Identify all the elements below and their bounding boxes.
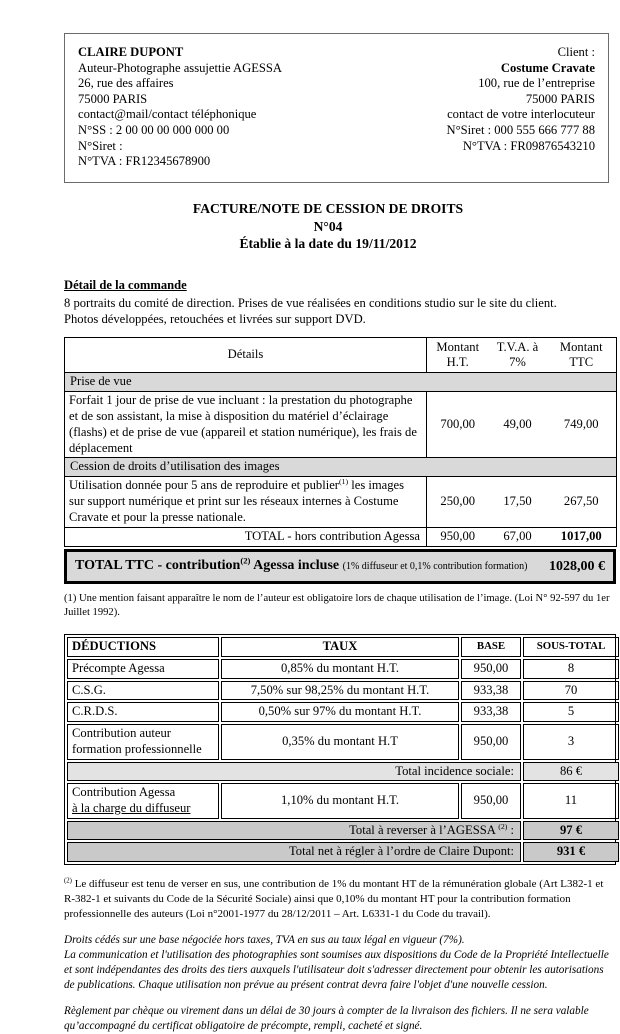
total-ttc-label-text: TOTAL TTC - contribution xyxy=(75,558,241,574)
deduction-label: C.R.D.S. xyxy=(67,702,219,722)
item-montant-ttc: 267,50 xyxy=(547,477,617,528)
agessa-total-row xyxy=(67,821,619,841)
item-description xyxy=(65,477,427,528)
deduction-label-line: à la charge du diffuseur xyxy=(72,801,191,816)
section-row-prise-de-vue xyxy=(65,372,617,391)
total-ttc-amount: 1028,00 € xyxy=(549,558,605,574)
header-sous-total: SOUS-TOTAL xyxy=(523,637,619,657)
header-tva: T.V.A. à 7% xyxy=(489,337,547,372)
client-name: Costume Cravate xyxy=(500,60,595,75)
client-line: 100, rue de l’entreprise xyxy=(478,76,595,91)
total-label: TOTAL - hors contribution Agessa xyxy=(65,528,427,547)
invoice-number: N°04 xyxy=(313,218,343,234)
incidence-total-row xyxy=(67,762,619,782)
item-tva: 49,00 xyxy=(489,391,547,458)
header-box xyxy=(64,33,609,183)
net-total-row xyxy=(67,842,619,862)
author-line: contact@mail/contact téléphonique xyxy=(78,107,257,122)
deduction-label xyxy=(67,783,219,818)
net-total-value: 931 € xyxy=(523,842,619,862)
incidence-label: Total incidence sociale: xyxy=(67,762,521,782)
deduction-base: 933,38 xyxy=(461,702,521,722)
footnote-ref-2: (2) xyxy=(240,555,251,566)
total-tva: 67,00 xyxy=(489,528,547,547)
total-ttc-label-text: Agessa incluse xyxy=(250,558,343,574)
client-line: contact de votre interlocuteur xyxy=(447,107,595,122)
deduction-label: Contribution auteur formation professionnelle xyxy=(67,724,219,759)
agessa-total-label-suffix: : xyxy=(507,822,514,837)
author-line: 26, rue des affaires xyxy=(78,76,174,91)
deduction-row-diffuseur xyxy=(67,783,619,818)
total-row xyxy=(65,528,617,547)
item-row xyxy=(65,477,617,528)
terms-paragraph: Règlement par chèque ou virement dans un délai de 30 jours à compter de la livraison des fichiers. Il ne sera valable qu’accompagné du certificat obligatoire de précompte, rempli, cacheté et signé. xyxy=(64,1005,589,1033)
item-montant-ht: 700,00 xyxy=(427,391,489,458)
header-deductions: DÉDUCTIONS xyxy=(67,637,219,657)
author-line: 75000 PARIS xyxy=(78,91,148,106)
client-line: N°Siret : 000 555 666 777 88 xyxy=(446,123,595,138)
deduction-sous-total: 5 xyxy=(523,702,619,722)
client-block xyxy=(447,45,595,170)
deduction-taux: 7,50% sur 98,25% du montant H.T. xyxy=(221,681,459,701)
client-line: 75000 PARIS xyxy=(525,91,595,106)
deduction-row xyxy=(67,659,619,679)
deduction-label: C.S.G. xyxy=(67,681,219,701)
deduction-taux: 1,10% du montant H.T. xyxy=(221,783,459,818)
deductions-table-wrapper xyxy=(64,634,616,865)
item-description-text: les images sur support numérique et print sur les réseaux internes à Costume Cravate et pour la presse nationale. xyxy=(69,478,405,525)
deduction-row xyxy=(67,724,619,759)
deduction-row xyxy=(67,681,619,701)
total-ttc-box xyxy=(64,549,616,584)
deduction-taux: 0,50% sur 97% du montant H.T. xyxy=(221,702,459,722)
terms-paragraph: La communication et l'utilisation des photographies sont soumises aux dispositions du Code de la Propriété Intellectuelle et sont indépendantes des droits des tiers auxquels l'utilisateur doit s'adresser directement pour obtenir les autorisations de publications. Chaque utilisation non prévue au présent contrat devra faire l'objet d'une nouvelle cession. xyxy=(64,949,609,992)
author-line: N°TVA : FR12345678900 xyxy=(78,154,211,169)
client-line: N°TVA : FR09876543210 xyxy=(462,138,595,153)
total-montant-ht: 950,00 xyxy=(427,528,489,547)
client-label: Client : xyxy=(557,45,595,59)
deduction-sous-total: 11 xyxy=(523,783,619,818)
deductions-header-row xyxy=(67,637,619,657)
order-section xyxy=(64,278,616,328)
deduction-base: 950,00 xyxy=(461,783,521,818)
footnote-ref-1: (1) xyxy=(339,477,349,487)
agessa-total-label xyxy=(67,821,521,841)
deduction-taux: 0,35% du montant H.T xyxy=(221,724,459,759)
author-block xyxy=(78,45,282,170)
total-montant-ttc: 1017,00 xyxy=(547,528,617,547)
item-row xyxy=(65,391,617,458)
author-name: CLAIRE DUPONT xyxy=(78,45,184,59)
section-title: Cession de droits d’utilisation des images xyxy=(65,458,617,477)
invoice-table-header-row xyxy=(65,337,617,372)
section-row-cession-droits xyxy=(65,458,617,477)
item-description-text: Utilisation donnée pour 5 ans de reproduire et publier xyxy=(69,478,339,493)
header-montant-ttc: Montant TTC xyxy=(547,337,617,372)
footnote-ref-2: (2) xyxy=(498,821,508,831)
deduction-base: 950,00 xyxy=(461,724,521,759)
deduction-base: 933,38 xyxy=(461,681,521,701)
footnote-1: (1) Une mention faisant apparaître le nom de l’auteur est obligatoire lors de chaque utilisation de l’image. (Loi N° 92-597 du 1er Juillet 1992). xyxy=(64,593,610,619)
item-montant-ttc: 749,00 xyxy=(547,391,617,458)
net-total-label: Total net à régler à l’ordre de Claire Dupont: xyxy=(67,842,521,862)
deduction-label: Précompte Agessa xyxy=(67,659,219,679)
invoice-title-line: FACTURE/NOTE DE CESSION DE DROITS xyxy=(192,200,464,216)
header-montant-ht: Montant H.T. xyxy=(427,337,489,372)
deduction-taux: 0,85% du montant H.T. xyxy=(221,659,459,679)
author-line: N°SS : 2 00 00 00 000 000 00 xyxy=(78,123,230,138)
total-ttc-label xyxy=(75,555,528,575)
author-line: N°Siret : xyxy=(78,138,123,153)
terms-paragraph: Droits cédés sur une base négociée hors taxes, TVA en sus au taux légal en vigueur (7%). xyxy=(64,934,465,947)
item-description: Forfait 1 jour de prise de vue incluant : la prestation du photographe et de son assistant, la mise à disposition du matériel d’éclairage (flashs) et de prise de vue (appareil et station numérique), les frais de déplacement xyxy=(65,391,427,458)
invoice-table xyxy=(64,337,617,548)
author-line: Auteur-Photographe assujettie AGESSA xyxy=(78,60,283,75)
footnote-ref-2: (2) xyxy=(64,877,72,885)
deduction-base: 950,00 xyxy=(461,659,521,679)
terms-section xyxy=(64,933,616,1034)
order-description-line: 8 portraits du comité de direction. Prises de vue réalisées en conditions studio sur le site du client. xyxy=(64,295,557,310)
deduction-sous-total: 70 xyxy=(523,681,619,701)
invoice-title xyxy=(64,200,592,253)
order-description-line: Photos développées, retouchées et livrées sur support DVD. xyxy=(64,311,366,326)
deductions-table xyxy=(65,635,620,864)
header-base: BASE xyxy=(461,637,521,657)
deduction-row xyxy=(67,702,619,722)
section-title: Prise de vue xyxy=(65,372,617,391)
total-ttc-note: (1% diffuseur et 0,1% contribution formation) xyxy=(342,561,528,573)
agessa-total-label-text: Total à reverser à l’AGESSA xyxy=(349,822,499,837)
footnote-2 xyxy=(64,877,616,922)
invoice-date: Établie à la date du 19/11/2012 xyxy=(239,236,417,252)
order-heading: Détail de la commande xyxy=(64,277,187,292)
header-details: Détails xyxy=(65,337,427,372)
item-montant-ht: 250,00 xyxy=(427,477,489,528)
deduction-sous-total: 8 xyxy=(523,659,619,679)
deduction-label-line: Contribution Agessa xyxy=(72,785,176,800)
incidence-value: 86 € xyxy=(523,762,619,782)
agessa-total-value: 97 € xyxy=(523,821,619,841)
deduction-sous-total: 3 xyxy=(523,724,619,759)
footnote-2-text: Le diffuseur est tenu de verser en sus, une contribution de 1% du montant HT de la rémunération globale (Art L382-1 et R-382-1 et suivants du Code de la Sécurité Sociale) ainsi que 0,10% du montant HT pour la contribution formation professionnelle des auteurs (Loi n°2001-1977 du 28/12/2011 – Art. L6331-1 du Code du travail). xyxy=(64,878,604,921)
item-tva: 17,50 xyxy=(489,477,547,528)
header-taux: TAUX xyxy=(221,637,459,657)
